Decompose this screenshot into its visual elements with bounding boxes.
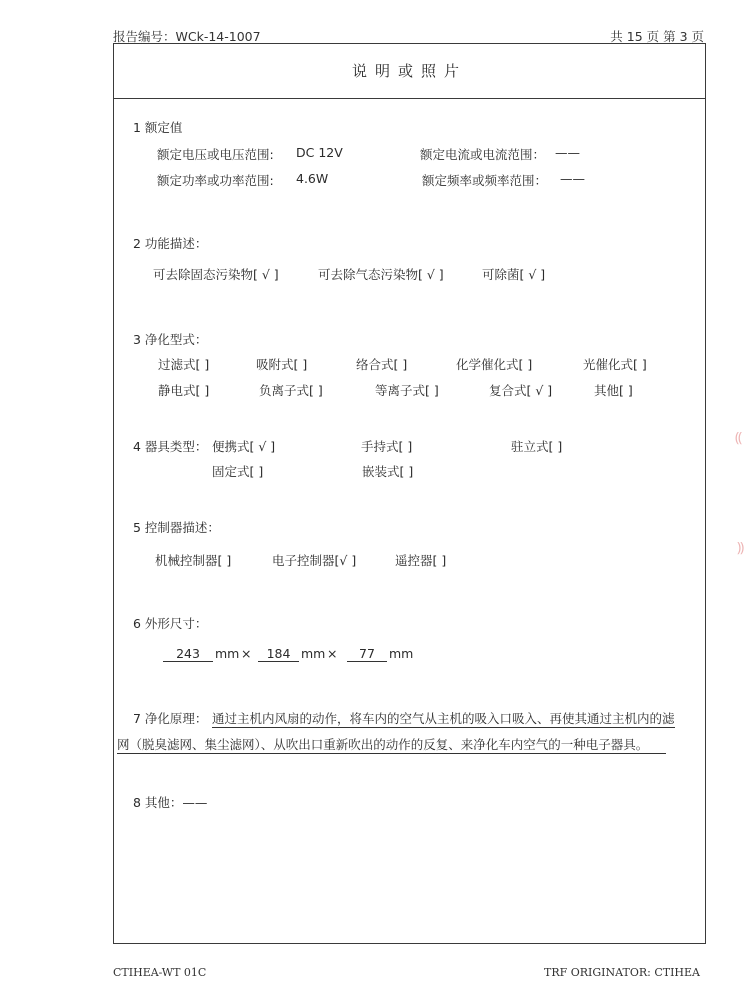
other-heading: 8 其他：—— [133,795,208,810]
type-filter: 过滤式[ ] [158,357,210,372]
appliance-handheld: 手持式[ ] [361,439,413,454]
page-count: 共 15 页 第 3 页 [610,29,704,44]
form-code: CTIHEA-WT 01C [113,966,207,979]
principle-text-line1: 通过主机内风扇的动作，将车内的空气从主机的吸入口吸入、再使其通过主机内的滤 [212,711,675,726]
type-electrostatic: 静电式[ ] [158,383,210,398]
power-value: 4.6W [296,171,329,186]
principle-text-line2: 网（脱臭滤网、集尘滤网）、从吹出口重新吹出的动作的反复、来净化车内空气的一种电子器具。 [117,735,666,754]
type-plasma: 等离子式[ ] [375,383,439,398]
scan-stamp-edge: ⸨ [735,430,743,446]
dimension-unit: mm [301,646,326,661]
appliance-fixed: 固定式[ ] [212,464,264,479]
controller-electronic: 电子控制器[√ ] [272,553,357,568]
dimension-height: 77 [347,646,387,662]
type-other: 其他[ ] [594,383,633,398]
appliance-portable: 便携式[ √ ] [212,439,276,454]
type-composite: 复合式[ √ ] [489,383,553,398]
dimension-unit: mm [215,646,240,661]
appliance-embedded: 嵌装式[ ] [362,464,414,479]
type-complexation: 络合式[ ] [356,357,408,372]
dimension-unit: mm [389,646,414,661]
dimensions-heading: 6 外形尺寸： [133,616,208,631]
appliance-type-heading: 4 器具类型： [133,439,208,454]
frequency-label: 额定频率或频率范围： [422,173,548,188]
type-photocatalysis: 光催化式[ ] [583,357,647,372]
frequency-value: —— [560,171,585,186]
times-sign: × [327,646,338,661]
controller-heading: 5 控制器描述： [133,520,220,535]
voltage-value: DC 12V [296,145,343,160]
function-solid-pollutant: 可去除固态污染物[ √ ] [153,267,279,282]
function-gas-pollutant: 可去除气态污染物[ √ ] [318,267,444,282]
purification-type-heading: 3 净化型式： [133,332,208,347]
type-adsorption: 吸附式[ ] [256,357,308,372]
current-label: 额定电流或电流范围： [420,147,546,162]
power-label: 额定功率或功率范围: [157,173,274,188]
function-heading: 2 功能描述： [133,236,208,251]
function-sterilize: 可除菌[ √ ] [482,267,546,282]
report-number: 报告编号：WCk-14-1007 [113,29,261,44]
principle-label: 7 净化原理： [133,711,208,726]
appliance-standing: 驻立式[ ] [511,439,563,454]
controller-mechanical: 机械控制器[ ] [155,553,232,568]
current-value: —— [555,145,580,160]
type-chemical-catalysis: 化学催化式[ ] [456,357,533,372]
voltage-label: 额定电压或电压范围: [157,147,274,162]
dimension-width: 184 [258,646,299,662]
controller-remote: 遥控器[ ] [395,553,447,568]
times-sign: × [241,646,252,661]
form-title: 说明或照片 [113,43,706,99]
type-negative-ion: 负离子式[ ] [259,383,323,398]
dimension-length: 243 [163,646,213,662]
trf-originator: TRF ORIGINATOR: CTIHEA [544,966,700,979]
rated-values-heading: 1 额定值 [133,120,183,135]
scan-stamp-edge: ⸩ [737,540,745,556]
